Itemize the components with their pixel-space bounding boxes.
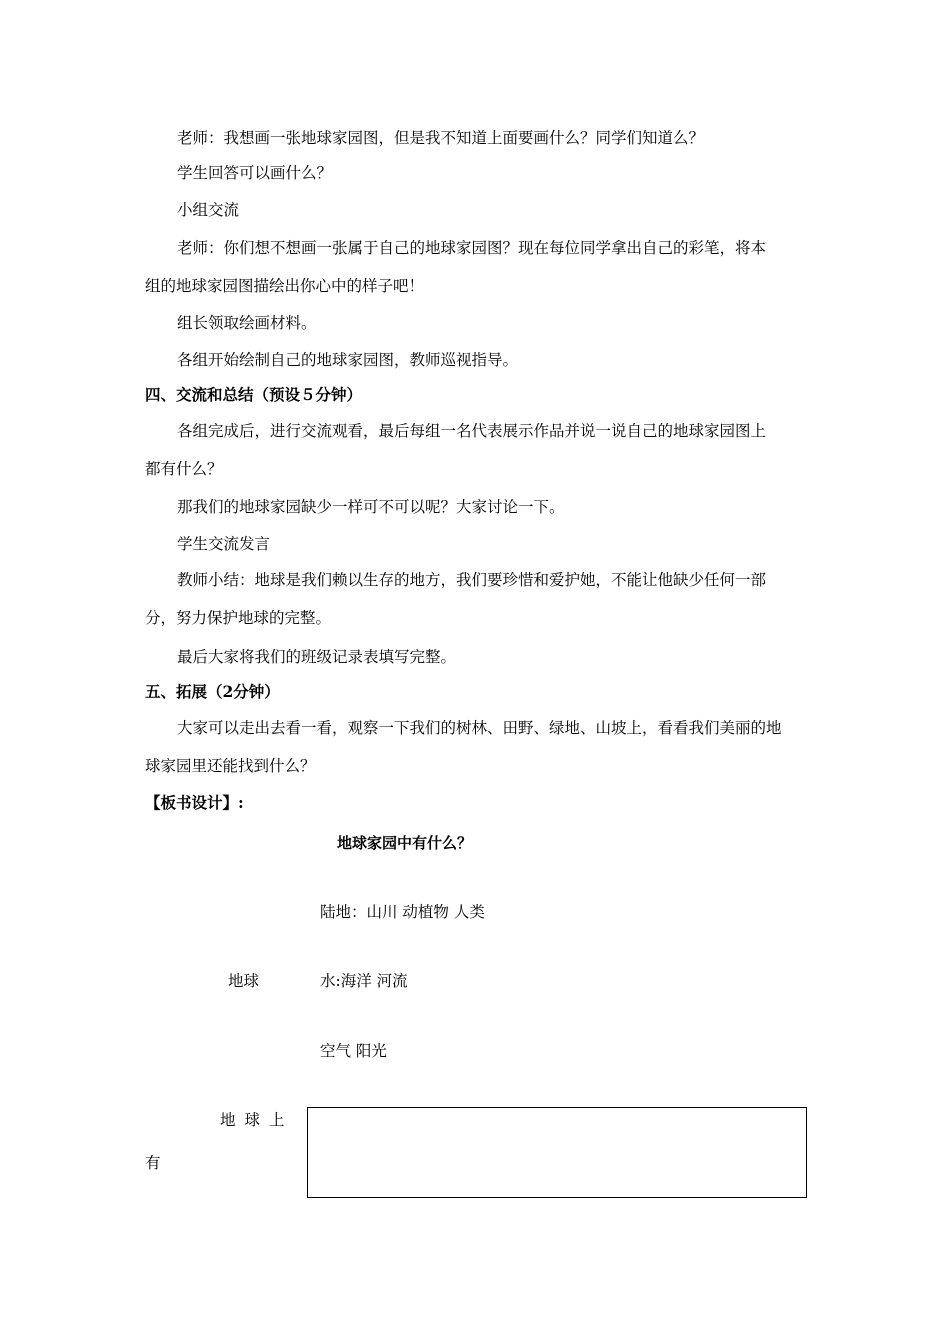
board-center-label: 地球	[228, 972, 260, 990]
paragraph-record-table: 最后大家将我们的班级记录表填写完整。	[177, 648, 457, 666]
paragraph-teacher-summary-line2: 分，努力保护地球的完整。	[145, 609, 332, 627]
board-design-heading: 【板书设计】:	[145, 793, 244, 812]
paragraph-extension-line2: 球家园里还能找到什么？	[145, 757, 316, 775]
paragraph-teacher-question: 老师：我想画一张地球家园图，但是我不知道上面要画什么？同学们知道么？	[177, 129, 705, 147]
answer-box	[307, 1107, 807, 1198]
section-heading-summary: 四、交流和总结（预设５分钟）	[145, 385, 363, 404]
paragraph-exchange-line1: 各组完成后，进行交流观看，最后每组一名代表展示作品并说一说自己的地球家园图上	[177, 422, 767, 440]
paragraph-exchange-line2: 都有什么？	[145, 460, 223, 478]
paragraph-extension-line1: 大家可以走出去看一看，观察一下我们的树林、田野、绿地、山坡上，看看我们美丽的地	[177, 719, 782, 737]
board-item-water: 水:海洋 河流	[320, 972, 408, 990]
section-heading-extension: 五、拓展（2分钟）	[145, 682, 280, 701]
paragraph-discussion-question: 那我们的地球家园缺少一样可不可以呢？大家讨论一下。	[177, 498, 565, 516]
paragraph-teacher-invite-line1: 老师：你们想不想画一张属于自己的地球家园图？现在每位同学拿出自己的彩笔，将本	[177, 239, 767, 257]
box-label-line2: 有	[145, 1154, 161, 1172]
paragraph-drawing: 各组开始绘制自己的地球家园图，教师巡视指导。	[177, 351, 519, 369]
board-item-air: 空气 阳光	[320, 1042, 387, 1060]
paragraph-student-speech: 学生交流发言	[177, 535, 271, 553]
board-item-land: 陆地：山川 动植物 人类	[320, 903, 485, 921]
paragraph-group-discussion: 小组交流	[177, 201, 240, 219]
paragraph-teacher-invite-line2: 组的地球家园图描绘出你心中的样子吧！	[145, 277, 425, 295]
paragraph-teacher-summary-line1: 教师小结：地球是我们赖以生存的地方，我们要珍惜和爱护她，不能让他缺少任何一部	[177, 571, 767, 589]
paragraph-materials: 组长领取绘画材料。	[177, 314, 317, 332]
board-title: 地球家园中有什么？	[337, 834, 473, 852]
box-label-line1: 地球上	[220, 1111, 294, 1129]
paragraph-student-answer: 学生回答可以画什么？	[177, 164, 333, 182]
